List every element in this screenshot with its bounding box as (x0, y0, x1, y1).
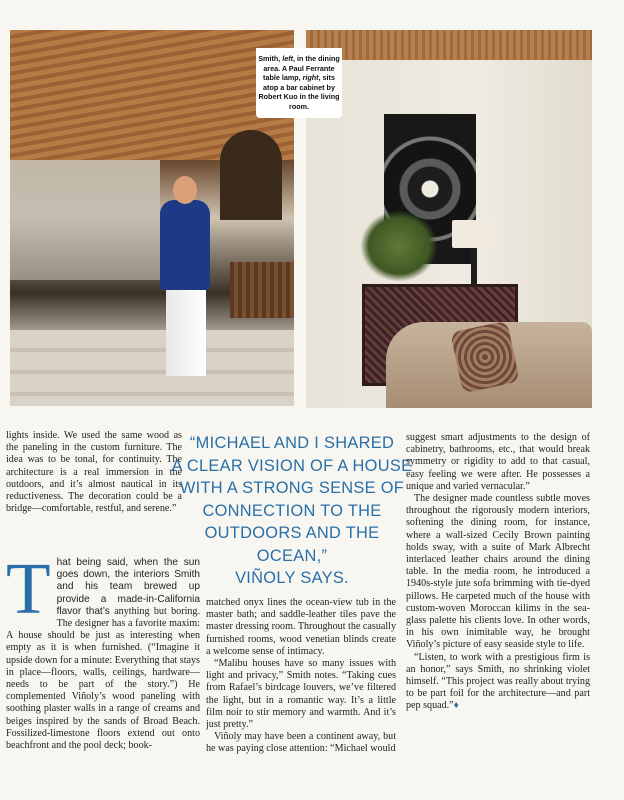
paragraph: The designer made countless subtle moves throughout the rigorously modern interiors, softening the dining room, for instance, where a wall-sized Cecily Brown painting holds sway, with a suite of Mark Albrecht interlaced leather chairs around the dining table. In the media room, he introduced a 1940s-style jute sofa brimming with tie-dyed pillows. He carpeted much of the house with custom-woven Moroccan kilims in the sea-glass palette his clients love. In other words, in his own inimitable way, he brought Viñoly’s picture of easy seaside style to life. (406, 493, 590, 651)
paragraph: suggest smart adjustments to the design of cabinetry, bathrooms, etc., that would break symmetry or rigidity to add to that casual, easy feeling we were after. He possesses a unique and varied vernacular.” (406, 432, 590, 492)
sideboard (230, 262, 294, 318)
paragraph (6, 548, 200, 752)
pull-quote-line: “MICHAEL AND I SHARED (189, 434, 395, 452)
smith-legs (166, 286, 206, 376)
photo-dining-area (10, 30, 294, 406)
paragraph-text: “Listen, to work with a prestigious firm is an honor,” says Smith, no shrinking violet himself. “This project was really about trying to be part foil for the architecture—and part pep squad.” (406, 651, 590, 712)
body-text-column-2 (206, 597, 396, 756)
drop-cap: T (6, 548, 51, 629)
paragraph (406, 652, 590, 713)
table-lamp-base (471, 248, 477, 286)
potted-plant (360, 210, 438, 282)
photo-caption: Smith, left, in the dining area. A Paul Ferrante table lamp, right, sits atop a bar cabinet by Robert Kuo in the living room. (256, 48, 342, 118)
arched-doorway (220, 130, 282, 220)
pull-quote-line: WITH A STRONG SENSE OF (179, 479, 405, 497)
limestone-steps (10, 330, 294, 406)
smith-jacket (160, 200, 210, 290)
table-lamp-shade (452, 220, 496, 248)
paragraph: matched onyx lines the ocean-view tub in the master bath; and saddle-leather tiles pave the master dressing room. Throughout the casually furnished rooms, wood venetian blinds create a welcome sense of intimacy. (206, 597, 396, 657)
paragraph: lights inside. We used the same wood as the paneling in the custom furniture. The idea was to be tonal, for continuity. The architecture is a real immersion in the outdoors, and it’s almost nautical in its reductiveness. The decoration could be a bridge—comfortable, restful, and serene.” (6, 430, 182, 515)
lead-in-text: hat being said, when the sun goes down, the interiors Smith and his team brewed up provide a made-in-California flavor that’s (56, 557, 200, 617)
paragraph-text: anything but boring. The designer has a favorite maxim: A house should be just as interesting when empty as it is when furnished. (“Imagine it upside down for a minute: Everything that stays in place—floors, walls, ceilings, hardware—needs to be part of the story.”) He complemented Viñoly’s wood paneling with soothing plaster walls in a range of creams and beiges inspired by the sands of Broad Beach. Fossilized-limestone floors extend out onto beachfront and the pool deck; book- (6, 605, 200, 752)
paragraph: “Malibu houses have so many issues with light and privacy,” Smith notes. “Taking cues from Rafael’s birdcage louvers, we’ve filtered the light, but in a romantic way. It’s a little film noir to stir memory and warmth. And it’s just pretty.” (206, 658, 396, 731)
pull-quote-line: CONNECTION TO THE (202, 501, 382, 520)
pillow (450, 321, 520, 394)
window-view (10, 160, 160, 280)
body-text-column-3 (406, 432, 590, 713)
photo-living-room (306, 30, 592, 408)
body-text-column-1-bottom (6, 548, 200, 752)
pull-quote-line: OUTDOORS AND THE OCEAN,” (204, 524, 380, 565)
paragraph: Viñoly may have been a continent away, but he was paying close attention: “Michael would (206, 731, 396, 755)
pull-quote-line: A CLEAR VISION OF A HOUSE (171, 456, 413, 475)
body-text-column-1-top (6, 430, 182, 515)
end-mark-icon: ♦ (453, 700, 459, 712)
ceiling-slats (306, 30, 592, 60)
pull-quote (170, 432, 414, 590)
pull-quote-line: VIÑOLY SAYS. (235, 569, 349, 587)
smith-head (173, 176, 197, 204)
